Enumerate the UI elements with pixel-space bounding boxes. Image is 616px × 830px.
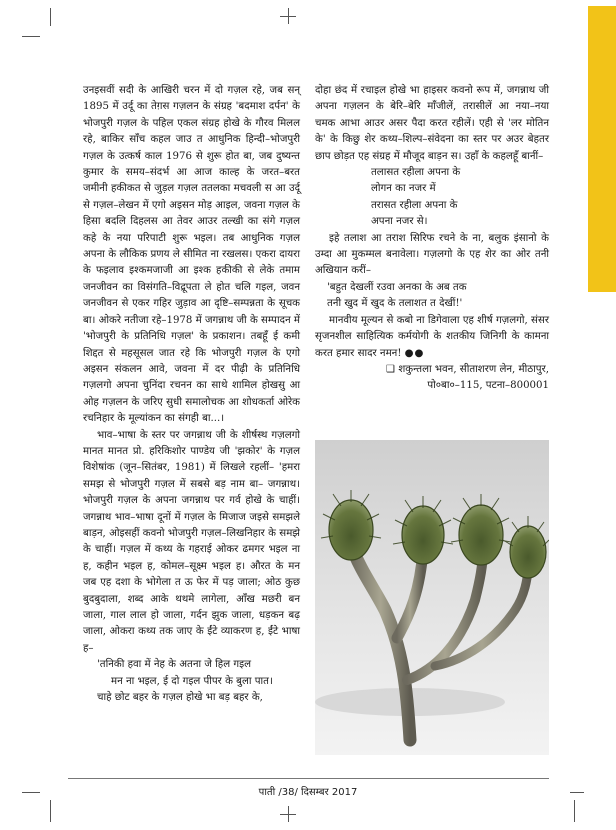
- left-text-column: [83, 83, 300, 706]
- paragraph: [315, 313, 549, 362]
- paragraph: दोहा छंद में रचाइल होखे भा हाइसर कवनो रूप में, जगन्नाथ जी अपना गज़लन के बेरि–बेरि माँजीलें, तरासीलें आ नया–नया चमक आभा आउर असर पैदा करत रहीलें। एही से 'लर मोतिन के' के किछु शेर कथ्य–शिल्प–संवेदना का स्तर पर अउर बेहतर छाप छोड़त एह संग्रह में मौजूद बाड़न स। उहाँ के कहलहूँ बानीं–: [315, 85, 549, 162]
- joshua-tree-image: [315, 440, 549, 755]
- paragraph: उनइसवीं सदी के आखिरी चरन में दो गज़ल रहे, जब सन् 1895 में उर्दू का तेग़स गज़लन के संग्रह 'बदमाश दर्पन' के भोजपुरी गज़ल के पहिल एकल संग्रह होखे के गौरव मिलल रहे, बाकिर साँच कहल जाउ त आधुनिक हिन्दी–भोजपुरी गज़ल के उत्कर्ष काल 1976 से शुरू होत बा, जब दुष्यन्त कुमार के समय–संदर्भ आ आज काल्ह के जरत–बरत जमीनी हकीकत से जुड़ल गज़ल ततलका मचवली स आ उर्दू से गज़ल–लेखन में एगो अइसन मोड़ आइल, जवना गज़ल के हिसा बदलि दिहलस आ तेवर आउर तल्खी का संगे गज़ल कहे के नया परिपाटी शुरू भइल। तब आधुनिक गज़ल अपना के लौकिक प्रणय ले सीमित ना रखलस। एकरा दायरा के फइलाव इश्कमजाजी आ इश्क हकीकी से लेके तमाम जनजीवन का विसंगति–विद्रूपता ले होत चलि गइल, जवन जनजीवन से एकर गहिर जुड़ाव आ दृष्टि–सम्पन्नता के सूचक बा। ओकरे नतीजा रहे–1978 में जगन्नाथ जी के सम्पादन में 'भोजपुरी के प्रतिनिधि गज़ल' के प्रकाशन। तबहूँ ई कमी शिद्दत से महसूसल जात रहे कि भोजपुरी गज़ल के एगो अइसन संकलन आवे, जवना में दर पीढ़ी के प्रतिनिधि गज़लगो अपना चुनिंदा रचनन का साथे शामिल होखसु आ ओह गज़लन के जरिए सुधी समालोचक आ शोधकर्ता ओरेक रचनिहार के मूल्यांकन का संगही बा...।: [83, 85, 300, 425]
- poem-line: तनी खुद में खुद के तलाशत त देखीं!': [327, 298, 463, 310]
- poem-line: अपना नजर से।: [371, 216, 428, 228]
- verse-line: मन ना भइल, ई दो गइल पीपर के बुला पात।: [111, 675, 273, 687]
- crop-mark: [574, 800, 575, 822]
- crop-mark: [50, 8, 51, 26]
- page-edge-tab: [588, 0, 616, 830]
- tree-illustration: [315, 440, 549, 755]
- author-address-line: पो०बा०–115, पटना–800001: [427, 380, 549, 392]
- right-text-column: [315, 83, 549, 395]
- paragraph: भाव–भाषा के स्तर पर जगन्नाथ जी के शीर्षस्थ गज़लगो मानत मानत प्रो. हरिकिशोर पाण्डेय जी 'झकोर' के गज़ल विशेषांक (जून–सितंबर, 1981) में लिखले रहलीं– 'हमरा समझ से भोजपुरी गज़ल में सबसे बड़ नाम बा– जगन्नाथ। भोजपुरी गज़ल के अपना जगन्नाथ पर गर्व होखे के चाहीं। जगन्नाथ भाव–भाषा दूनों में गज़ल के मिजाज जइसे समझले बाड़न, ओइसहीं कवनो भोजपुरी गज़ल–लिखनिहार के समझे के चाहीं। गज़ल में कथ्य के गहराई ओकर ढमगर भइल ना ह, कहीन भइल ह, कोमल–सूक्ष्म भइल ह। औरत के मन जब एह दशा के भोगेला त ऊ फेर में पड़ जाला; ओठ कुछ बुदबुदाला, शब्द आके थथमे लागेला, आँख मछरी बन जाला, गाल लाल हो जाला, गर्दन झुक जाला, धड़कन बढ़ जाला, ओकरा कथ्य तक जाए के ईंटे व्याकरण ह, ईंटे भाषा ह–: [83, 429, 300, 654]
- accent-color-bar: [588, 6, 616, 292]
- poem-line: लोगन का नजर में: [371, 183, 436, 195]
- crop-mark: [22, 36, 40, 37]
- crop-mark: [280, 814, 296, 815]
- poem-line: तलासत रहीला अपना के: [371, 167, 461, 179]
- author-address-line: ❑ शकुन्तला भवन, सीताशरण लेन, मीठापुर,: [386, 363, 549, 375]
- end-mark: ●●: [404, 347, 425, 359]
- closing-text: मानवीय मूल्यन से कबो ना डिगेवाला एह शीर्ष गज़लगो, संसर सृजनशील साहित्यिक कर्मयोगी के शतकीय जिनिगी के कामना करत हमार सादर नमन!: [315, 314, 549, 359]
- crop-mark: [50, 800, 51, 822]
- poem-line: 'बहुत देखलीं रउवा अनका के अब तक: [327, 281, 467, 293]
- page-footer: पाती /38/ दिसम्बर 2017: [258, 787, 358, 798]
- paragraph: इहे तलाश आ तराश सिरिफ रचने के ना, बलुक इंसानो के उम्दा आ मुकम्मल बनावेला। गज़लगो के एह शेर का ओर तनी अखियान करीं–: [315, 232, 549, 277]
- footer-rule: [68, 778, 549, 779]
- poem-line: तरासत रहीला अपना के: [371, 199, 458, 211]
- paragraph: चाहे छोट बहर के गज़ल होखे भा बड़ बहर के,: [97, 692, 263, 704]
- crop-mark: [280, 16, 296, 17]
- verse-line: 'तनिकी हवा में नेह के अतना जे हिल गइल: [97, 659, 252, 671]
